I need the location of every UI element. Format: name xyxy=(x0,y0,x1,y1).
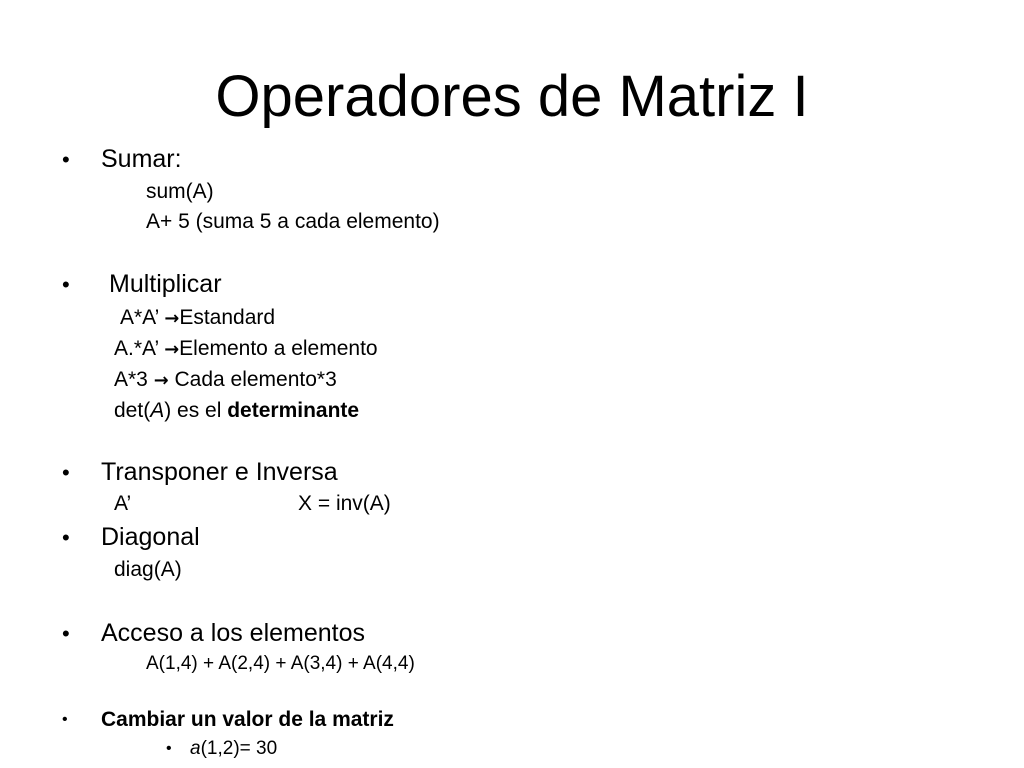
transpose-expr: A’ xyxy=(114,492,132,515)
multiplicar-line-3 xyxy=(114,367,337,394)
multiplicar-line-1-desc: Estandard xyxy=(179,306,276,329)
transponer-heading: Transponer e Inversa xyxy=(101,458,338,486)
diagonal-line-1: diag(A) xyxy=(114,558,182,581)
multiplicar-line-3-expr: A*3 xyxy=(114,368,154,391)
multiplicar-line-2-desc: Elemento a elemento xyxy=(179,337,378,360)
acceso-line-1: A(1,4) + A(2,4) + A(3,4) + A(4,4) xyxy=(146,653,415,674)
cambiar-heading: Cambiar un valor de la matriz xyxy=(101,708,394,731)
bullet-icon: • xyxy=(62,525,70,550)
arrow-right-icon: → xyxy=(164,339,180,360)
acceso-heading: Acceso a los elementos xyxy=(101,619,366,647)
sub-bullet-icon: • xyxy=(166,740,172,757)
multiplicar-line-2 xyxy=(114,336,378,363)
bullet-icon: • xyxy=(62,460,70,485)
bullet-icon: • xyxy=(62,147,70,172)
det-prefix: det( xyxy=(114,399,151,422)
multiplicar-line-1 xyxy=(120,305,275,332)
det-keyword: determinante xyxy=(227,399,360,422)
arrow-right-icon: → xyxy=(164,308,180,329)
cambiar-sub-line xyxy=(190,737,277,761)
sumar-heading: Sumar: xyxy=(101,145,182,173)
slide-title: Operadores de Matriz I xyxy=(215,64,809,129)
sumar-line-2: A+ 5 (suma 5 a cada elemento) xyxy=(146,210,440,233)
cambiar-variable: a xyxy=(190,738,201,759)
diagonal-heading: Diagonal xyxy=(101,523,200,551)
det-variable: A xyxy=(150,399,165,422)
det-middle: ) es el xyxy=(164,399,228,422)
multiplicar-line-1-expr: A*A’ xyxy=(120,306,165,329)
inverse-expr: X = inv(A) xyxy=(298,492,391,515)
cambiar-expr: (1,2)= 30 xyxy=(200,738,278,759)
sumar-line-1: sum(A) xyxy=(146,180,214,203)
bullet-icon: • xyxy=(62,621,70,646)
bullet-icon: • xyxy=(62,272,70,297)
multiplicar-heading: Multiplicar xyxy=(109,270,222,298)
multiplicar-line-2-expr: A.*A’ xyxy=(114,337,165,360)
bullet-icon: • xyxy=(62,711,68,728)
arrow-right-icon: → xyxy=(153,370,169,391)
multiplicar-line-3-desc: Cada elemento*3 xyxy=(168,368,337,391)
multiplicar-line-4 xyxy=(114,398,359,424)
